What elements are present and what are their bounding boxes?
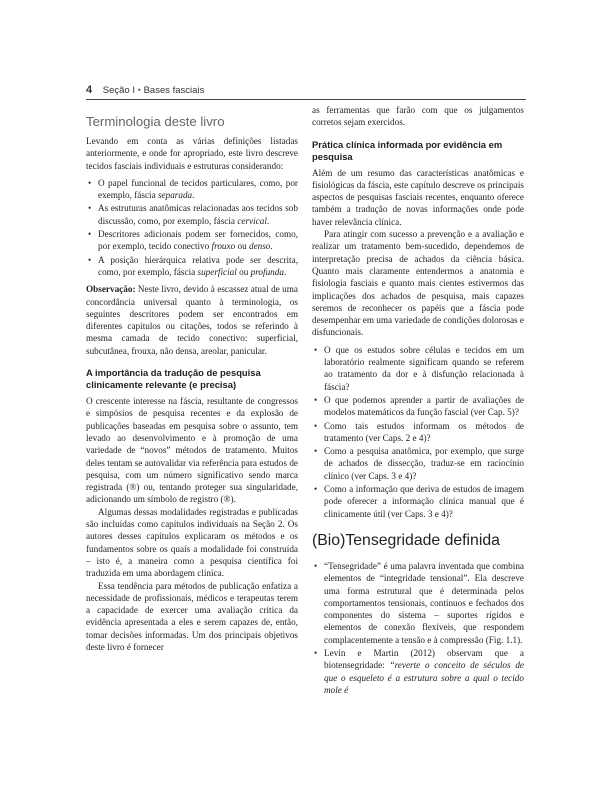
paragraph: Para atingir com sucesso a prevenção e a avaliação e realizar um tratamento bem-sucedido, dependemos de interpretação precisa de achados da ciência básica. Quanto mais claramente entendermos a anatomia e fisiologia fasciais e quanto mais cientes estivermos das implicações dos achados de pesquisa, mais capazes seremos de reconhecer os papéis que a fáscia pode desempenhar em uma variedade de condições dolorosas e disfuncionais. <box>312 229 524 338</box>
list-item: • Como tais estudos informam os métodos de tratamento (ver Caps. 2 e 4)? <box>314 420 524 443</box>
bullet-icon: • <box>314 647 318 658</box>
observation-paragraph: Observação: Neste livro, devido à escassez atual de uma concordância universal quanto à terminologia, os seguintes descritores podem ser encontrados em diferentes capítulos ou citações, todos se referindo à mesma camada de tecido conectivo: superficial, subcutânea, frouxa, não densa, areolar, panicular. <box>86 284 298 356</box>
subheading-evidence: Prática clínica informada por evidência em pesquisa <box>312 138 503 162</box>
bullet-icon: • <box>88 203 92 214</box>
observation-label: Observação: <box>86 284 136 295</box>
list-item: • A posição hierárquica relativa pode ser descrita, como, por exemplo, fáscia superficial ou profunda. <box>88 254 298 277</box>
bullet-icon: • <box>88 229 92 240</box>
header-separator: • <box>137 85 141 96</box>
list-item: • As estruturas anatômicas relacionadas aos tecidos sob discussão, como, por exemplo, fáscia cervical. <box>88 203 298 226</box>
section-heading-tensegrity: (Bio)Tensegridade definida <box>312 531 500 549</box>
right-column <box>312 104 524 701</box>
paragraph: Além de um resumo das características anatômicas e fisiológicas da fáscia, este capítulo descreve os principais aspectos de pesquisas fasciais recentes, enquanto oferece também a tradução de novas informações onde pode haver relevância clínica. <box>312 167 524 227</box>
chapter-label: Bases fasciais <box>143 85 205 96</box>
bullet-icon: • <box>314 560 318 571</box>
terminology-list <box>86 177 298 278</box>
subheading-translation: A importância da tradução de pesquisa clinicamente relevante (e precisa) <box>86 367 261 391</box>
bullet-icon: • <box>314 446 318 457</box>
section-label: Seção I <box>102 85 135 96</box>
list-item: • “Tensegridade” é uma palavra inventada que combina elementos de “integridade tensional”. Ela descreve uma forma estrutural que é determinada pelos comportamentos tensionais, contínuos e fechados dos componentes do sistema – suportes rígidos e elementos de conexão flexíveis, que respondem complacentemente a tensão e à compressão (Fig. 1.1). <box>314 560 524 645</box>
section-heading-terminology: Terminologia deste livro <box>86 114 225 129</box>
bullet-icon: • <box>314 420 318 431</box>
list-item: • O que podemos aprender a partir de avaliações de modelos matemáticos da função fascial (ver Cap. 5)? <box>314 394 524 418</box>
left-column <box>86 104 298 653</box>
list-item: • Como a pesquisa anatômica, por exemplo, que surge de achados de dissecção, traduz-se em raciocínio clínico (ver Caps. 3 e 4)? <box>314 446 524 481</box>
list-item: • Como a informação que deriva de estudos de imagem pode oferecer a informação clínica manual que é clinicamente útil (ver Caps. 3 e 4)? <box>314 484 524 519</box>
tensegrity-list <box>312 560 524 696</box>
paragraph: Algumas dessas modalidades registradas e publicadas são incluídas como capítulos individuais na Seção 2. Os autores desses capítulos explicaram os métodos e os fundamentos sobre os quais a modalidade foi construída – isto é, a maneira como a pesquisa científica foi traduzida em uma abordagem clínica. <box>86 506 298 579</box>
running-header <box>86 84 204 96</box>
bullet-icon: • <box>314 484 318 495</box>
continuation-paragraph: as ferramentas que farão com que os julgamentos corretos sejam exercidos. <box>312 105 524 128</box>
bullet-icon: • <box>88 177 92 188</box>
bullet-icon: • <box>314 344 318 355</box>
list-item: • O que os estudos sobre células e tecidos em um laboratório realmente significam quando se referem ao tratamento da dor e à disfunção relacionada à fáscia? <box>314 344 524 392</box>
paragraph: O crescente interesse na fáscia, resultante de congressos e simpósios de pesquisa recentes e da explosão de publicações baseadas em pesquisa sobre o assunto, tem levado ao desenvolvimento e à promoção de uma variedade de “novos” métodos de tratamento. Muitos deles tentam se autovalidar via referência para estudos de pesquisa, com um número significativo sendo marca registrada (®) ou, tentando proteger sua singularidade, adicionando um símbolo de registro (®). <box>86 396 298 505</box>
list-item: • Levin e Martin (2012) observam que a biotensegridade: “reverte o conceito de séculos de que o esqueleto é a estrutura sobre a qual o tecido mole é <box>314 647 524 695</box>
bullet-icon: • <box>314 394 318 405</box>
paragraph: Essa tendência para métodos de publicação enfatiza a necessidade de profissionais, médicos e terapeutas terem a capacidade de exercer uma avaliação crítica da evidência apresentada a eles e serem capazes de, então, tomar decisões informadas. Um dos principais objetivos deste livro é fornecer <box>86 580 298 652</box>
questions-list <box>312 344 524 520</box>
list-item: • Descritores adicionais podem ser fornecidos, como, por exemplo, tecido conectivo frouxo ou denso. <box>88 229 298 252</box>
header-rule <box>86 99 526 100</box>
bullet-icon: • <box>88 254 92 265</box>
list-item: • O papel funcional de tecidos particulares, como, por exemplo, fáscia separada. <box>88 177 298 201</box>
intro-paragraph: Levando em conta as várias definições listadas anteriormente, e onde for apropriado, este livro descreve tecidos fasciais individuais e estruturas considerando: <box>86 136 298 171</box>
page-number: 4 <box>86 84 93 96</box>
